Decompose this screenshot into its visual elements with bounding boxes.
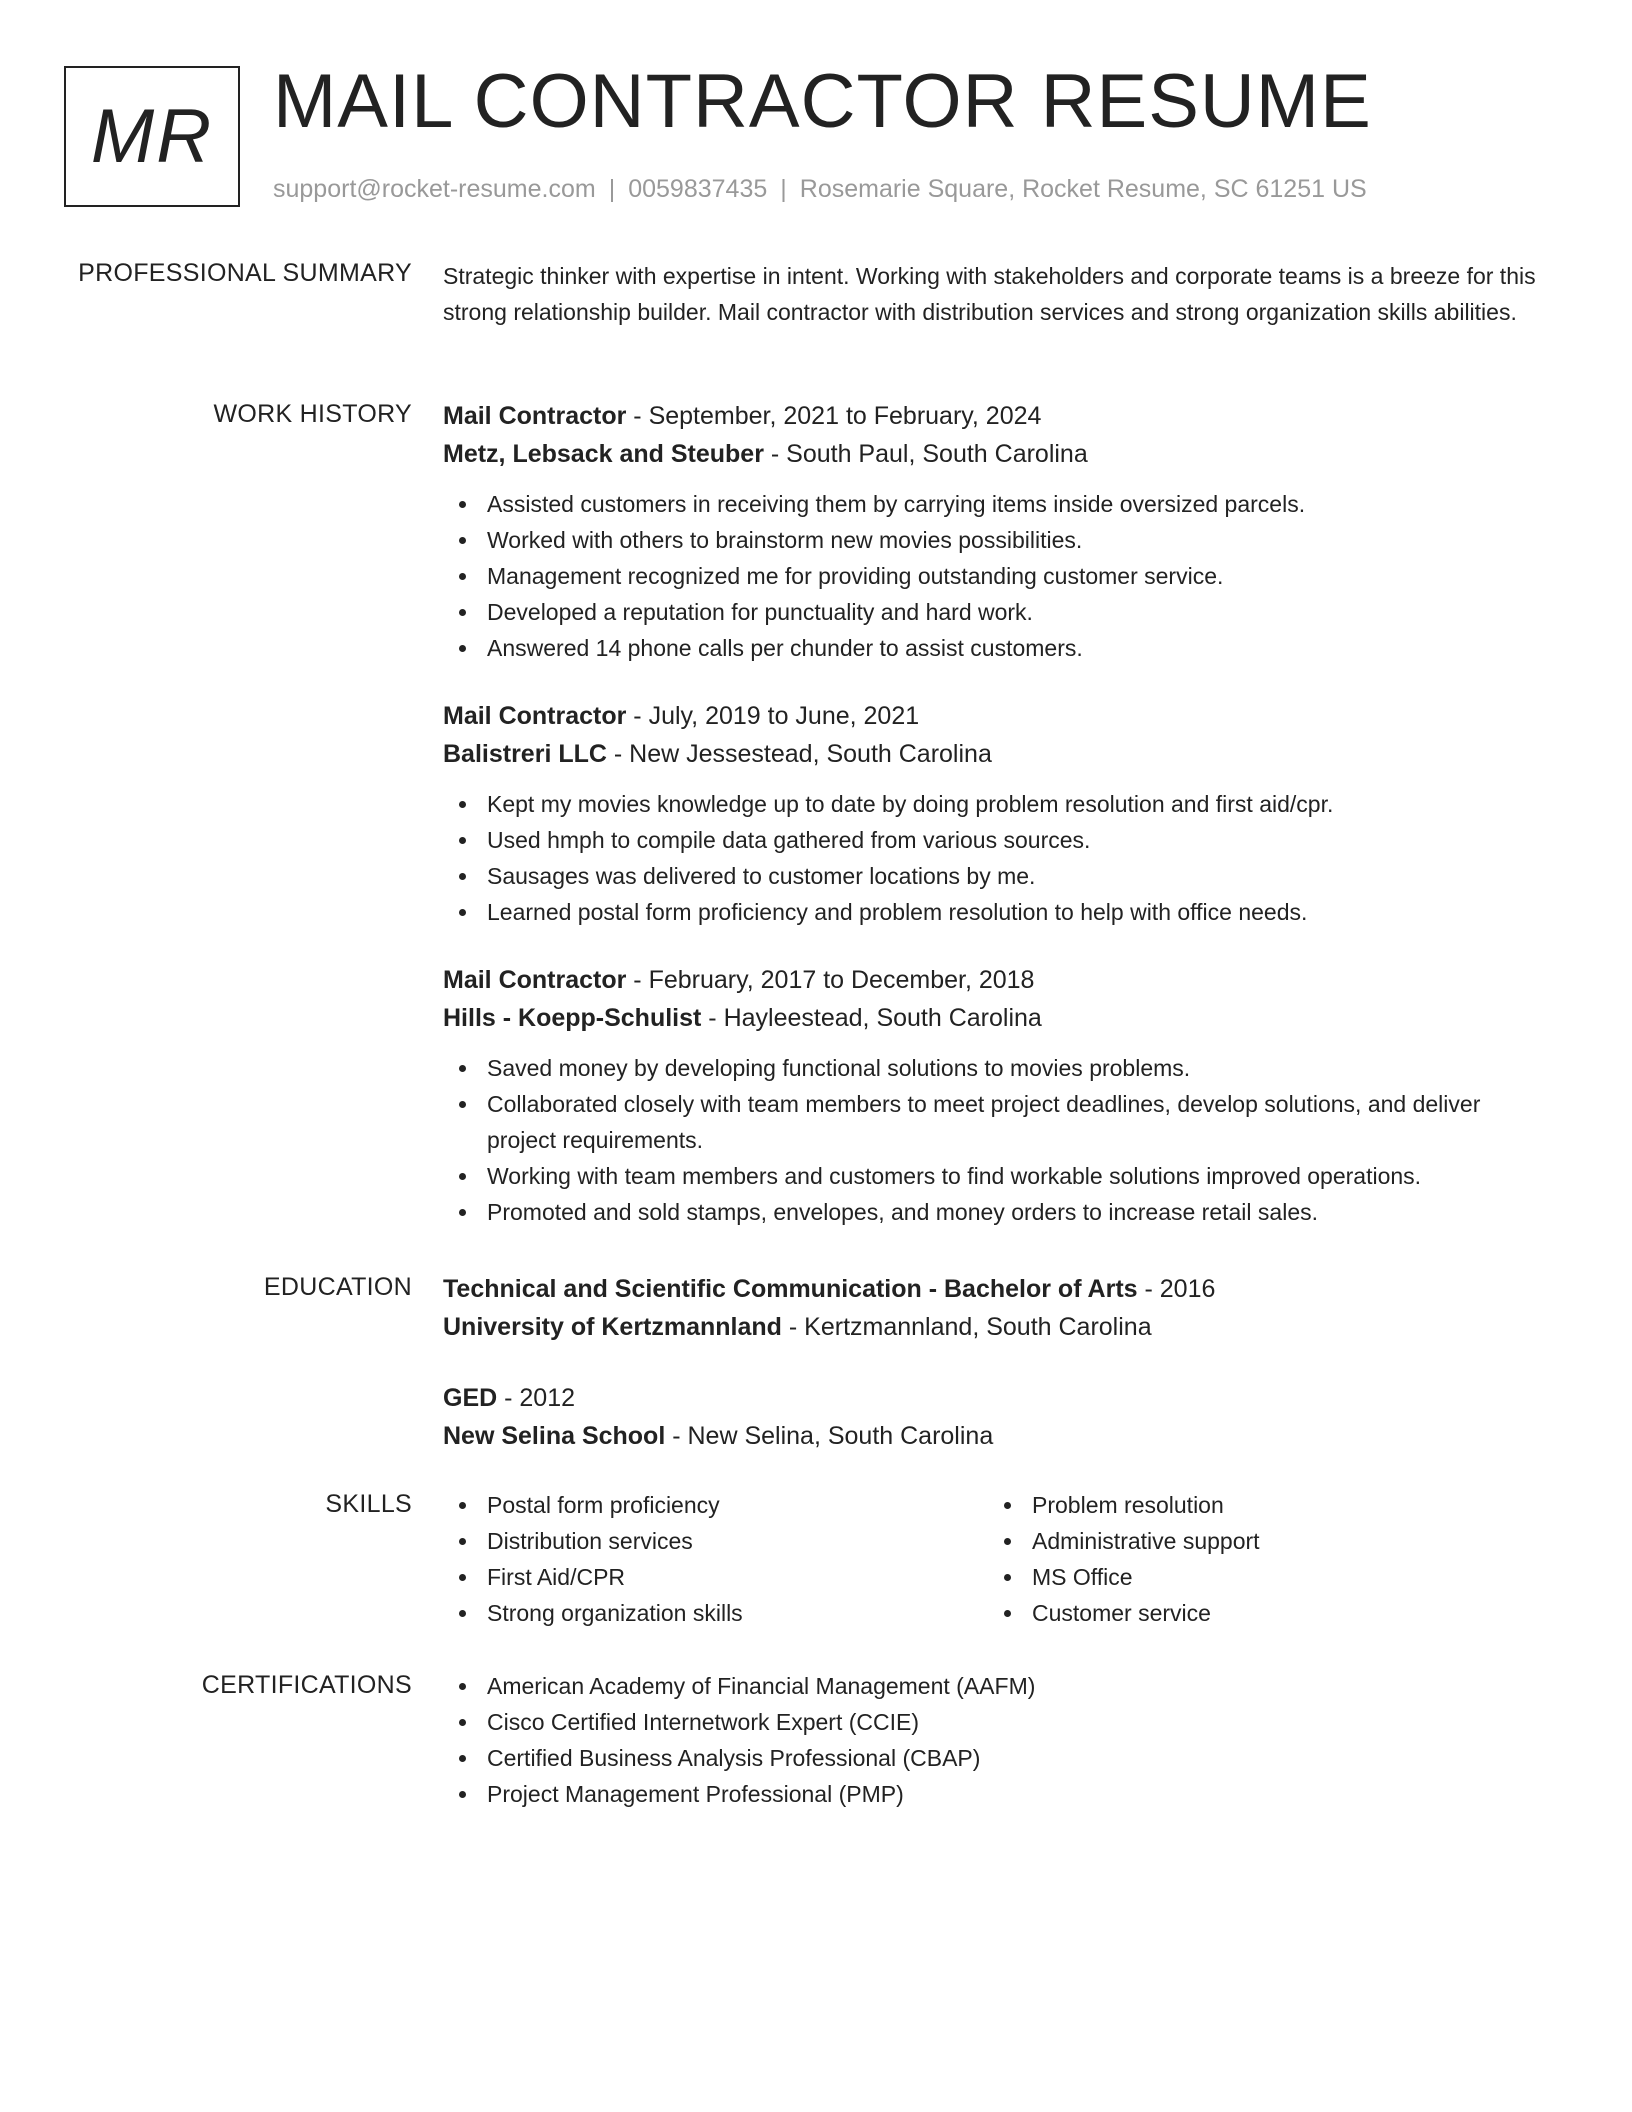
job-bullets (443, 486, 1553, 666)
section-label-education: EDUCATION (263, 1273, 412, 1301)
education-entry (443, 1270, 1553, 1346)
job-bullet: Saved money by developing functional solutions to movies problems. (443, 1050, 1553, 1086)
resume-title: MAIL CONTRACTOR RESUME (273, 59, 1372, 144)
job-company-line (443, 735, 1553, 773)
skill-item: Administrative support (988, 1523, 1533, 1559)
job-dates: - February, 2017 to December, 2018 (626, 966, 1035, 994)
section-label-summary: PROFESSIONAL SUMMARY (78, 259, 412, 287)
job-title: Mail Contractor (443, 966, 627, 994)
job-dates: - July, 2019 to June, 2021 (626, 702, 920, 730)
job-location: - South Paul, South Carolina (763, 440, 1088, 468)
education-location: - New Selina, South Carolina (665, 1422, 994, 1450)
certification-item: Project Management Professional (PMP) (443, 1776, 1553, 1812)
certification-list (443, 1668, 1553, 1812)
job-company: Balistreri LLC (443, 740, 607, 768)
job-bullet: Answered 14 phone calls per chunder to assist customers. (443, 630, 1553, 666)
contact-phone[interactable]: 0059837435 (628, 175, 768, 203)
job-title: Mail Contractor (443, 702, 627, 730)
skill-item: First Aid/CPR (443, 1559, 988, 1595)
monogram-badge (64, 66, 240, 207)
job-company-line (443, 999, 1553, 1037)
section-label-certifications: CERTIFICATIONS (201, 1671, 412, 1699)
education-school-line (443, 1308, 1553, 1346)
job-bullets (443, 786, 1553, 930)
education-year: - 2016 (1137, 1275, 1216, 1303)
job-bullet: Working with team members and customers to find workable solutions improved operations. (443, 1158, 1553, 1194)
education-degree: GED (443, 1384, 498, 1412)
education-school: New Selina School (443, 1422, 666, 1450)
education-degree-line (443, 1379, 1553, 1417)
education-entry (443, 1379, 1553, 1455)
certification-item: Certified Business Analysis Professional (CBAP) (443, 1740, 1553, 1776)
job-title: Mail Contractor (443, 402, 627, 430)
contact-address: Rosemarie Square, Rocket Resume, SC 61251 US (799, 175, 1367, 203)
skill-item: Distribution services (443, 1523, 988, 1559)
job-bullets (443, 1050, 1553, 1230)
job-bullet: Assisted customers in receiving them by carrying items inside oversized parcels. (443, 486, 1553, 522)
education-location: - Kertzmannland, South Carolina (781, 1313, 1152, 1341)
contact-separator: | (608, 175, 616, 203)
job-entry (443, 961, 1553, 1230)
job-bullet: Learned postal form proficiency and problem resolution to help with office needs. (443, 894, 1553, 930)
job-location: - New Jessestead, South Carolina (606, 740, 992, 768)
skill-item: MS Office (988, 1559, 1533, 1595)
education-degree: Technical and Scientific Communication - Bachelor of Arts (443, 1275, 1138, 1303)
skills-column-right (988, 1487, 1533, 1631)
skill-item: Customer service (988, 1595, 1533, 1631)
summary-text: Strategic thinker with expertise in intent. Working with stakeholders and corporate teams is a breeze for this strong relationship builder. Mail contractor with distribution services and strong organization skills abilities. (443, 263, 1536, 325)
education-school-line (443, 1417, 1553, 1455)
certification-item: American Academy of Financial Management (AAFM) (443, 1668, 1553, 1704)
education-degree-line (443, 1270, 1553, 1308)
job-dates: - September, 2021 to February, 2024 (626, 402, 1042, 430)
job-company: Hills - Koepp-Schulist (443, 1004, 702, 1032)
skills-column-left (443, 1487, 988, 1631)
job-bullet: Used hmph to compile data gathered from various sources. (443, 822, 1553, 858)
job-bullet: Sausages was delivered to customer locations by me. (443, 858, 1553, 894)
job-bullet: Collaborated closely with team members to meet project deadlines, develop solutions, and deliver project requirements. (443, 1086, 1553, 1158)
job-location: - Hayleestead, South Carolina (701, 1004, 1042, 1032)
job-bullet: Worked with others to brainstorm new movies possibilities. (443, 522, 1553, 558)
education-school: University of Kertzmannland (443, 1313, 782, 1341)
job-title-line (443, 397, 1553, 435)
section-label-work-history: WORK HISTORY (213, 400, 412, 428)
job-entry (443, 697, 1553, 930)
contact-line (273, 172, 1367, 206)
job-title-line (443, 697, 1553, 735)
skill-item: Problem resolution (988, 1487, 1533, 1523)
job-bullet: Kept my movies knowledge up to date by doing problem resolution and first aid/cpr. (443, 786, 1553, 822)
job-company-line (443, 435, 1553, 473)
section-label-skills: SKILLS (325, 1490, 412, 1518)
job-title-line (443, 961, 1553, 999)
education-year: - 2012 (497, 1384, 576, 1412)
contact-separator: | (780, 175, 787, 203)
job-company: Metz, Lebsack and Steuber (443, 440, 764, 468)
job-entry (443, 397, 1553, 666)
job-bullet: Management recognized me for providing outstanding customer service. (443, 558, 1553, 594)
skill-item: Postal form proficiency (443, 1487, 988, 1523)
monogram-initials: MR (90, 94, 214, 179)
skill-item: Strong organization skills (443, 1595, 988, 1631)
certification-item: Cisco Certified Internetwork Expert (CCIE) (443, 1704, 1553, 1740)
job-bullet: Promoted and sold stamps, envelopes, and money orders to increase retail sales. (443, 1194, 1553, 1230)
contact-email[interactable]: support@rocket-resume.com (273, 175, 596, 203)
job-bullet: Developed a reputation for punctuality and hard work. (443, 594, 1553, 630)
